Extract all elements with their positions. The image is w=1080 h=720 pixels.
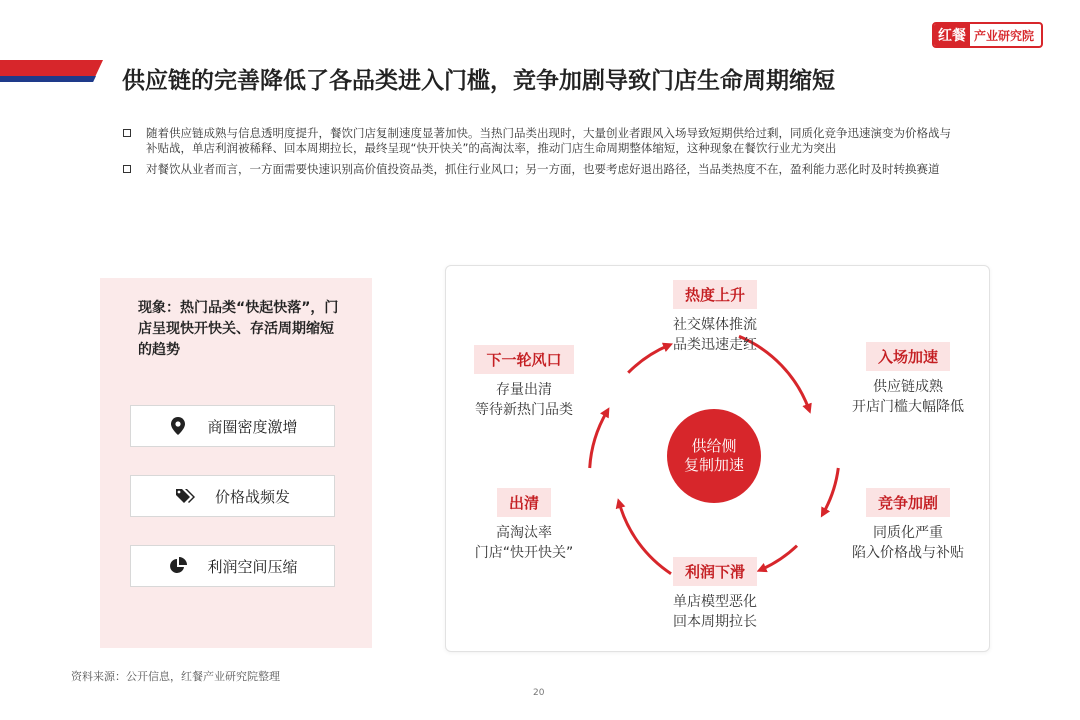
tag-label: 利润空间压缩 (207, 557, 298, 576)
node-desc: 品类迅速走红 (673, 337, 757, 353)
node-desc: 回本周期拉长 (673, 614, 757, 630)
logo-mark: 红餐 (934, 24, 970, 46)
node-label: 利润下滑 (673, 557, 757, 586)
source-note: 资料来源：公开信息，红餐产业研究院整理 (71, 670, 280, 683)
node-desc: 存量出清 (496, 382, 552, 398)
bullet-text: 随着供应链成熟与信息透明度提升，餐饮门店复制速度显著加快。当热门品类出现时，大量创业者跟风入场导致短期供给过剩，同质化竞争迅速演变为价格战与补贴战，单店利润被稀释、回本周期拉长，最终呈现“快开快关”的高淘汰率，推动门店生命周期整体缩短，这种现象在餐饮行业尤为突出 (146, 126, 951, 155)
center-line-2: 复制加速 (683, 456, 744, 474)
node-desc: 同质化严重 (873, 525, 943, 541)
cycle-arrow-left (590, 412, 607, 468)
node-desc: 开店门槛大幅降低 (852, 399, 964, 415)
cycle-node-competition (823, 488, 993, 563)
cycle-node-heat-rise (630, 280, 800, 355)
page-title: 供应链的完善降低了各品类进入门槛，竞争加剧导致门店生命周期缩短 (122, 68, 835, 94)
center-line-1: 供给侧 (691, 437, 737, 455)
node-label: 入场加速 (866, 342, 950, 371)
node-desc: 高淘汰率 (496, 525, 552, 541)
node-desc: 等待新热门品类 (475, 402, 573, 418)
page-number: 20 (533, 688, 545, 698)
tag-label: 价格战频发 (214, 487, 290, 506)
bullet-text: 对餐饮从业者而言，一方面需要快速识别高价值投资品类，抓住行业风口；另一方面，也要考虑好退出路径，当品类热度不在，盈利能力恶化时及时转换赛道 (146, 162, 940, 176)
tag-label: 商圈密度激增 (207, 417, 298, 436)
node-label: 竞争加剧 (866, 488, 950, 517)
node-desc: 陷入价格战与补贴 (852, 545, 964, 561)
cycle-node-clearance (439, 488, 609, 563)
node-desc: 单店模型恶化 (673, 594, 757, 610)
node-desc: 供应链成熟 (873, 379, 943, 395)
phenomenon-title: 现象：热门品类“快起快落”，门店呈现快开快关、存活周期缩短的趋势 (138, 300, 339, 358)
node-label: 出清 (497, 488, 551, 517)
cycle-center (667, 409, 761, 503)
node-label: 下一轮风口 (474, 345, 573, 374)
cycle-node-next-wave (439, 345, 609, 420)
node-label: 热度上升 (673, 280, 757, 309)
cycle-node-profit-decline (630, 557, 800, 632)
node-desc: 社交媒体推流 (673, 317, 757, 333)
logo-text: 产业研究院 (974, 28, 1035, 43)
cycle-node-entry-accelerate (823, 342, 993, 417)
node-desc: 门店“快开快关” (474, 545, 574, 561)
